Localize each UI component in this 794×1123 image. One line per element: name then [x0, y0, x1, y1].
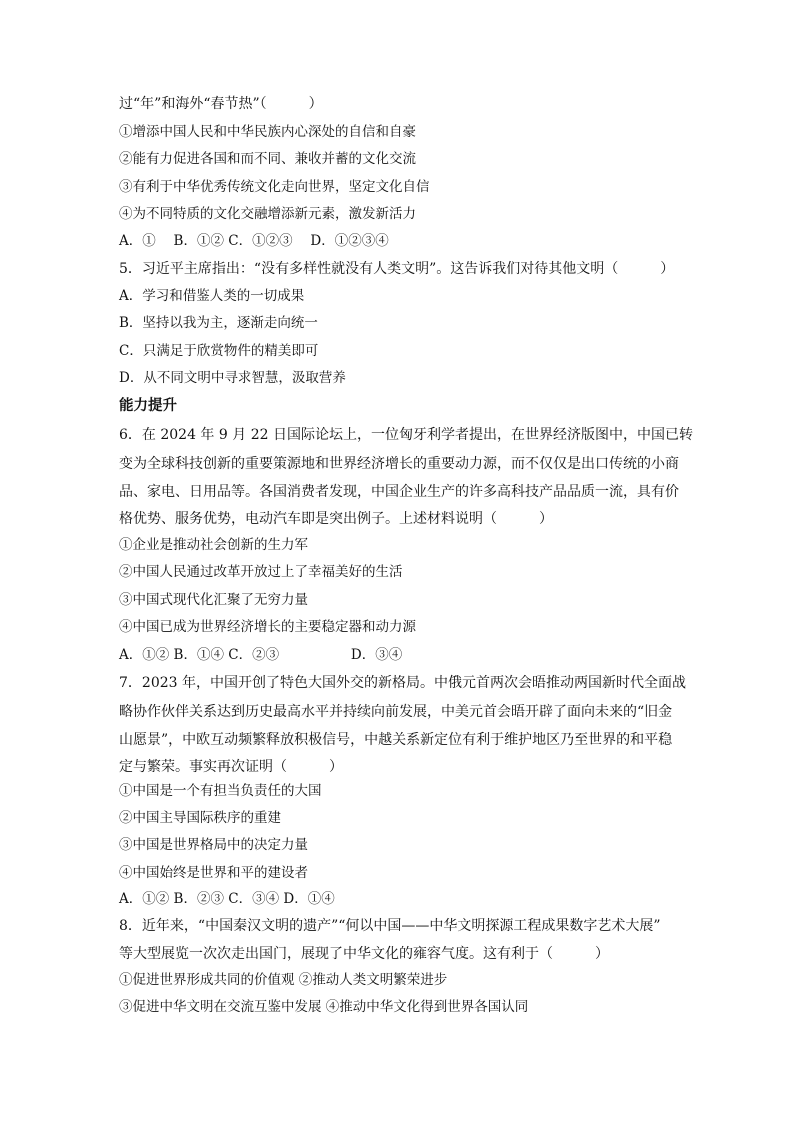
q5-stem: 5．习近平主席指出：“没有多样性就没有人类文明”。这告诉我们对待其他文明（ ） — [119, 261, 675, 277]
q6-option-4: ④中国已成为世界经济增长的主要稳定器和动力源 — [119, 619, 416, 635]
q7-stem-line-3: 山愿景”，中欧互动频繁释放积极信号，中越关系新定位有利于维护地区乃至世界的和平稳 — [119, 732, 673, 748]
q5-choice-a: A．学习和借鉴人类的一切成果 — [119, 288, 305, 304]
q7-option-3: ③中国是世界格局中的决定力量 — [119, 837, 308, 853]
q6-choices: A．①② B．①④ C．②③ D．③④ — [119, 647, 403, 663]
q7-option-4: ④中国始终是世界和平的建设者 — [119, 865, 308, 881]
q5-choice-d: D．从不同文明中寻求智慧，汲取营养 — [119, 370, 346, 386]
q6-stem-line-4: 格优势、服务优势，电动汽车即是突出例子。上述材料说明（ ） — [119, 511, 553, 527]
q7-option-1: ①中国是一个有担当负责任的大国 — [119, 783, 322, 799]
q7-choices: A．①② B．②③ C．③④ D．①④ — [119, 891, 335, 907]
q4-option-4: ④为不同特质的文化交融增添新元素，激发新活力 — [119, 206, 416, 222]
section-heading: 能力提升 — [119, 398, 177, 414]
q5-choice-b: B．坚持以我为主，逐渐走向统一 — [119, 315, 318, 331]
q8-stem-line-1: 8．近年来，“中国秦汉文明的遗产”“何以中国——中华文明探源工程成果数字艺术大展” — [119, 918, 661, 934]
q6-stem-line-1: 6．在 2024 年 9 月 22 日国际论坛上，一位匈牙利学者提出，在世界经济版图中，中国已转 — [119, 427, 693, 443]
q7-stem-line-2: 略协作伙伴关系达到历史最高水平并持续向前发展，中美元首会晤开辟了面向未来的“旧金 — [119, 704, 673, 720]
q8-options-3-4: ③促进中华文明在交流互鉴中发展 ④推动中华文化得到世界各国认同 — [119, 999, 529, 1015]
q6-option-3: ③中国式现代化汇聚了无穷力量 — [119, 592, 308, 608]
q6-option-1: ①企业是推动社会创新的生力军 — [119, 537, 308, 553]
q6-option-2: ②中国人民通过改革开放过上了幸福美好的生活 — [119, 564, 403, 580]
q7-stem-line-1: 7．2023 年，中国开创了特色大国外交的新格局。中俄元首两次会晤推动两国新时代全面战 — [119, 675, 686, 691]
q5-choice-c: C．只满足于欣赏物件的精美即可 — [119, 343, 319, 359]
q4-option-2: ②能有力促进各国和而不同、兼收并蓄的文化交流 — [119, 151, 416, 167]
q7-option-2: ②中国主导国际秩序的重建 — [119, 810, 281, 826]
q8-options-1-2: ①促进世界形成共同的价值观 ②推动人类文明繁荣进步 — [119, 972, 448, 988]
q6-stem-line-3: 品、家电、日用品等。各国消费者发现，中国企业生产的许多高科技产品品质一流，具有价 — [119, 484, 679, 500]
q4-option-3: ③有利于中华优秀传统文化走向世界，坚定文化自信 — [119, 179, 430, 195]
q8-stem-line-2: 等大型展览一次次走出国门，展现了中华文化的雍容气度。这有利于（ ） — [119, 946, 609, 962]
q7-stem-line-4: 定与繁荣。事实再次证明（ ） — [119, 759, 343, 775]
q4-choices: A．① B．①② C．①②③ D．①②③④ — [119, 233, 389, 249]
q4-option-1: ①增添中国人民和中华民族内心深处的自信和自豪 — [119, 124, 416, 140]
q4-stem-tail: 过“年”和海外“春节热”（ ） — [119, 96, 323, 112]
q6-stem-line-2: 变为全球科技创新的重要策源地和世界经济增长的重要动力源，而不仅仅是出口传统的小商 — [119, 456, 679, 472]
